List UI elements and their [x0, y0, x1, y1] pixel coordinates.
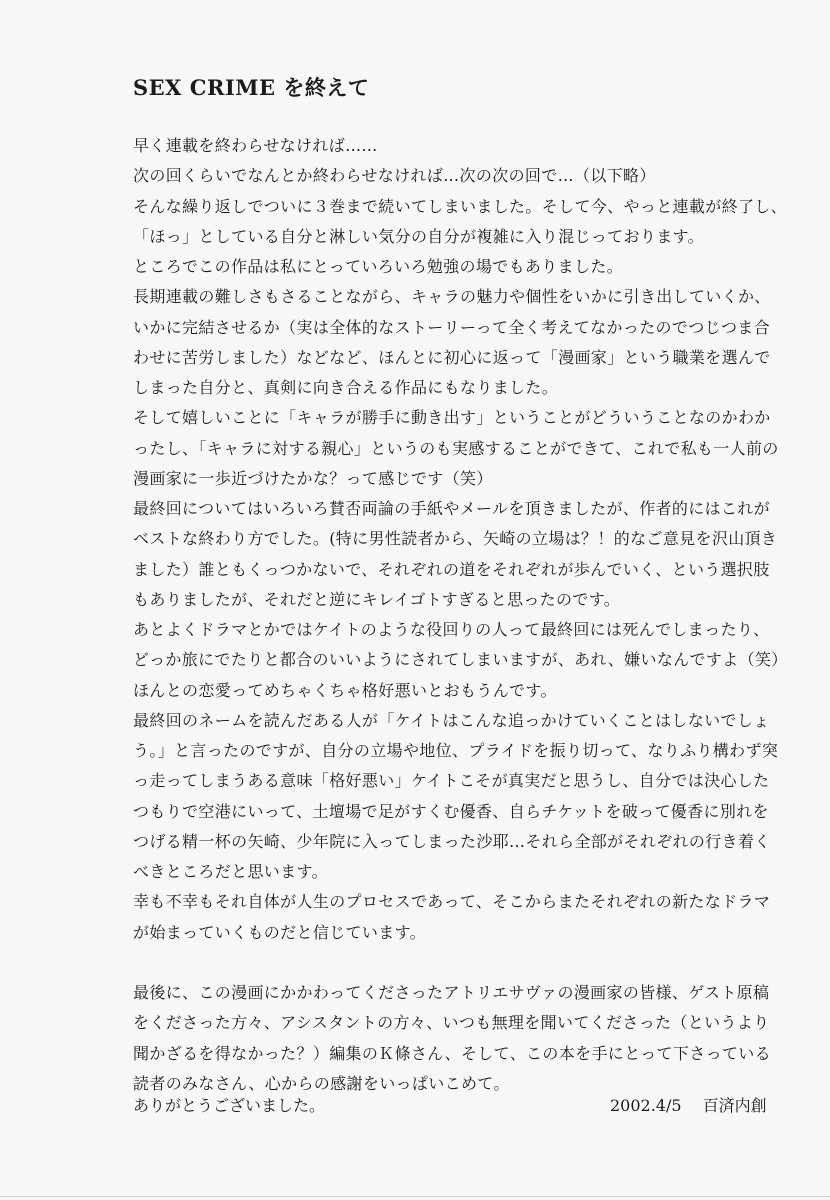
page-edge-divider	[0, 1196, 830, 1197]
text-line: いかに完結させるか（実は全体的なストーリーって全く考えてなかったのでつじつま合	[133, 317, 771, 337]
text-line: っ走ってしまうある意味「格好悪い」ケイトこそが真実だと思うし、自分では決心した	[133, 771, 770, 791]
text-line: ベストな終わり方でした。(特に男性読者から、矢崎の立場は？！的なご意見を沢山頂き	[133, 529, 778, 549]
text-line: しまった自分と、真剣に向き合える作品にもなりました。	[133, 378, 559, 397]
text-line: 読者のみなさん、心からの感謝をいっぱいこめて。	[133, 1073, 510, 1093]
document-title: SEX CRIME を終えて	[133, 75, 370, 100]
text-line: ところでこの作品は私にとっていろいろ勉強の場でもありました。	[133, 257, 624, 276]
signature-author: 百済内創	[702, 1096, 767, 1115]
text-line: どっか旅にでたりと都合のいいようにされてしまいますが、あれ、嫌いなんですよ（笑）	[133, 650, 788, 670]
text-line: 最終回についてはいろいろ賛否両論の手紙やメールを頂きましたが、作者的にはこれが	[133, 499, 771, 518]
text-line: 聞かざるを得なかった？）編集のＫ條さん、そして、この本を手にとって下さっている	[133, 1043, 771, 1063]
afterword-body	[133, 131, 793, 1099]
text-line: ました）誰ともくっつかないで、それぞれの道をそれぞれが歩んでいく、という選択肢	[133, 559, 770, 579]
text-line: つげる精一杯の矢崎、少年院に入ってしまった沙耶…それら全部がそれぞれの行き着く	[133, 831, 771, 851]
text-line: 漫画家に一歩近づけたかな？って感じです（笑）	[133, 468, 493, 488]
text-line: そして嬉しいことに「キャラが勝手に動き出す」ということがどういうことなのかわか	[133, 408, 771, 428]
paragraph-gap	[133, 948, 793, 978]
text-line: ほんとの恋愛ってめちゃくちゃ格好悪いとおもうんです。	[133, 680, 557, 700]
text-line: 幸も不幸もそれ自体が人生のプロセスであって、そこからまたそれぞれの新たなドラマ	[133, 892, 771, 912]
signature	[610, 1093, 767, 1116]
text-line: をくださった方々、アシスタントの方々、いつも無理を聞いてくださった（というより	[133, 1013, 770, 1033]
text-line: 次の回くらいでなんとか終わらせなければ…次の次の回で…（以下略）	[133, 166, 656, 186]
text-line: そんな繰り返しでついに３巻まで続いてしまいました。そして今、やっと連載が終了し、	[133, 196, 788, 216]
text-line: が始まっていくものだと信じています。	[133, 922, 427, 942]
text-line: もありましたが、それだと逆にキレイゴトすぎると思ったのです。	[133, 589, 621, 609]
text-line: あとよくドラマとかではケイトのような役回りの人って最終回には死んでしまったり、	[133, 620, 770, 639]
text-line: う。」と言ったのですが、自分の立場や地位、プライドを振り切って、なりふり構わず突	[133, 741, 779, 760]
text-line: べきところだと思います。	[133, 862, 328, 881]
text-line: つもりで空港にいって、土壇場で足がすくむ優香、自らチケットを破って優香に別れを	[133, 801, 769, 821]
text-line: 早く連載を終わらせなければ……	[133, 136, 378, 155]
signature-date: 2002.4/5	[610, 1096, 682, 1115]
text-line: ったし、「キャラに対する親心」というのも実感することができて、これで私も一人前の	[133, 438, 779, 458]
closing-line: ありがとうございました。	[133, 1096, 326, 1115]
text-line: 長期連載の難しさもさることながら、キャラの魅力や個性をいかに引き出していくか、	[133, 287, 771, 307]
text-line: 「ほっ」としている自分と淋しい気分の自分が複雑に入り混じっております。	[133, 226, 704, 246]
text-line: 最終回のネームを読んだある人が「ケイトはこんな追っかけていくことはしないでしょ	[133, 710, 770, 730]
text-line: わせに苦労しました）などなど、ほんとに初心に返って「漫画家」という職業を選んで	[133, 347, 771, 367]
text-line: 最後に、この漫画にかかわってくださったアトリエサヴァの漫画家の皆様、ゲスト原稿	[133, 983, 770, 1002]
